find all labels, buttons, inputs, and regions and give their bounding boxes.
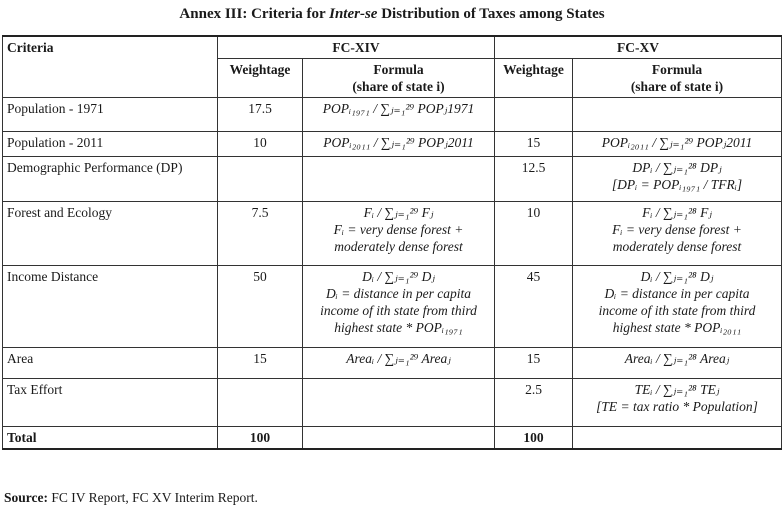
formula-line: Fᵢ = very dense forest +	[612, 222, 742, 237]
formula-line: Areaᵢ / ∑ⱼ₌₁²⁸ Areaⱼ	[624, 351, 730, 366]
fc14-formula-cell	[303, 98, 495, 132]
criteria-cell: Area	[3, 348, 218, 379]
table-row	[3, 202, 782, 266]
criteria-cell: Population - 2011	[3, 132, 218, 157]
fc14-weight-cell: 15	[218, 348, 303, 379]
formula-line: income of ith state from third	[320, 303, 477, 318]
header-fc15: FC-XV	[495, 36, 782, 59]
formula-line: Dᵢ / ∑ⱼ₌₁²⁸ Dⱼ	[640, 269, 714, 284]
table-row	[3, 266, 782, 348]
title-prefix: Annex III: Criteria for	[179, 6, 330, 22]
header-fc14-weightage: Weightage	[218, 59, 303, 98]
fc15-weight-cell: 2.5	[495, 379, 573, 427]
total-fc14-weight: 100	[218, 427, 303, 450]
criteria-cell: Income Distance	[3, 266, 218, 348]
fc14-formula-cell	[303, 379, 495, 427]
formula-line: [DPᵢ = POPᵢ₁₉₇₁ / TFRᵢ]	[611, 177, 743, 192]
table-row	[3, 157, 782, 202]
header-fc14-formula	[303, 59, 495, 98]
formula-line: DPᵢ / ∑ⱼ₌₁²⁸ DPⱼ	[632, 160, 722, 175]
source-text: FC IV Report, FC XV Interim Report.	[48, 490, 258, 505]
title-suffix: Distribution of Taxes among States	[377, 6, 605, 22]
header-fc15-weightage: Weightage	[495, 59, 573, 98]
fc15-weight-cell: 15	[495, 348, 573, 379]
fc15-weight-cell: 10	[495, 202, 573, 266]
table-row	[3, 98, 782, 132]
formula-line: income of ith state from third	[598, 303, 756, 318]
fc15-weight-cell: 45	[495, 266, 573, 348]
formula-header-line2: (share of state i)	[352, 79, 445, 94]
fc15-formula-cell	[573, 132, 782, 157]
formula-line: Areaᵢ / ∑ⱼ₌₁²⁹ Areaⱼ	[346, 351, 451, 366]
fc15-formula-cell	[573, 348, 782, 379]
source-label: Source:	[4, 490, 48, 505]
formula-line: POPᵢ₂₀₁₁ / ∑ⱼ₌₁²⁹ POPⱼ2011	[323, 135, 474, 150]
formula-line: Dᵢ = distance in per capita	[325, 286, 472, 301]
fc14-formula-cell	[303, 348, 495, 379]
source-note	[4, 490, 258, 506]
total-fc14-formula	[303, 427, 495, 450]
criteria-cell: Population - 1971	[3, 98, 218, 132]
fc14-formula-cell	[303, 266, 495, 348]
header-fc14: FC-XIV	[218, 36, 495, 59]
total-fc15-weight: 100	[495, 427, 573, 450]
formula-header-line1: Formula	[651, 62, 703, 77]
total-row	[3, 427, 782, 450]
criteria-cell: Forest and Ecology	[3, 202, 218, 266]
fc15-formula-cell	[573, 202, 782, 266]
formula-line: [TE = tax ratio * Population]	[596, 399, 758, 414]
formula-line: moderately dense forest	[612, 239, 742, 254]
table-row	[3, 379, 782, 427]
fc14-weight-cell	[218, 379, 303, 427]
fc14-weight-cell: 50	[218, 266, 303, 348]
formula-line: TEᵢ / ∑ⱼ₌₁²⁸ TEⱼ	[634, 382, 720, 397]
fc15-weight-cell: 15	[495, 132, 573, 157]
table-row	[3, 348, 782, 379]
table-row	[3, 132, 782, 157]
formula-header-line1: Formula	[373, 62, 424, 77]
formula-line: Fᵢ = very dense forest +	[333, 222, 464, 237]
fc15-formula-cell	[573, 98, 782, 132]
formula-line: moderately dense forest	[334, 239, 463, 254]
header-fc15-formula	[573, 59, 782, 98]
total-fc15-formula	[573, 427, 782, 450]
fc15-weight-cell: 12.5	[495, 157, 573, 202]
criteria-cell: Tax Effort	[3, 379, 218, 427]
formula-line: Dᵢ / ∑ⱼ₌₁²⁹ Dⱼ	[362, 269, 435, 284]
formula-line: highest state * POPᵢ₂₀₁₁	[612, 320, 742, 335]
formula-line: POPᵢ₂₀₁₁ / ∑ⱼ₌₁²⁹ POPⱼ2011	[601, 135, 753, 150]
criteria-table	[2, 35, 782, 450]
formula-line: Dᵢ = distance in per capita	[604, 286, 750, 301]
fc14-formula-cell	[303, 157, 495, 202]
fc14-weight-cell: 17.5	[218, 98, 303, 132]
formula-line: POPᵢ₁₉₇₁ / ∑ⱼ₌₁²⁹ POPⱼ1971	[322, 101, 475, 116]
total-label: Total	[3, 427, 218, 450]
fc14-formula-cell	[303, 202, 495, 266]
fc14-weight-cell: 10	[218, 132, 303, 157]
formula-header-line2: (share of state i)	[630, 79, 724, 94]
fc15-weight-cell	[495, 98, 573, 132]
title-italic: Inter-se	[329, 6, 378, 22]
criteria-cell: Demographic Performance (DP)	[3, 157, 218, 202]
page-title	[0, 6, 784, 23]
formula-line: Fᵢ / ∑ⱼ₌₁²⁹ Fⱼ	[363, 205, 434, 220]
formula-line: highest state * POPᵢ₁₉₇₁	[334, 320, 463, 335]
fc15-formula-cell	[573, 379, 782, 427]
formula-line: Fᵢ / ∑ⱼ₌₁²⁸ Fⱼ	[642, 205, 712, 220]
fc14-weight-cell	[218, 157, 303, 202]
fc14-weight-cell: 7.5	[218, 202, 303, 266]
fc14-formula-cell	[303, 132, 495, 157]
table-body	[3, 98, 782, 427]
header-criteria: Criteria	[3, 36, 218, 98]
fc15-formula-cell	[573, 157, 782, 202]
fc15-formula-cell	[573, 266, 782, 348]
